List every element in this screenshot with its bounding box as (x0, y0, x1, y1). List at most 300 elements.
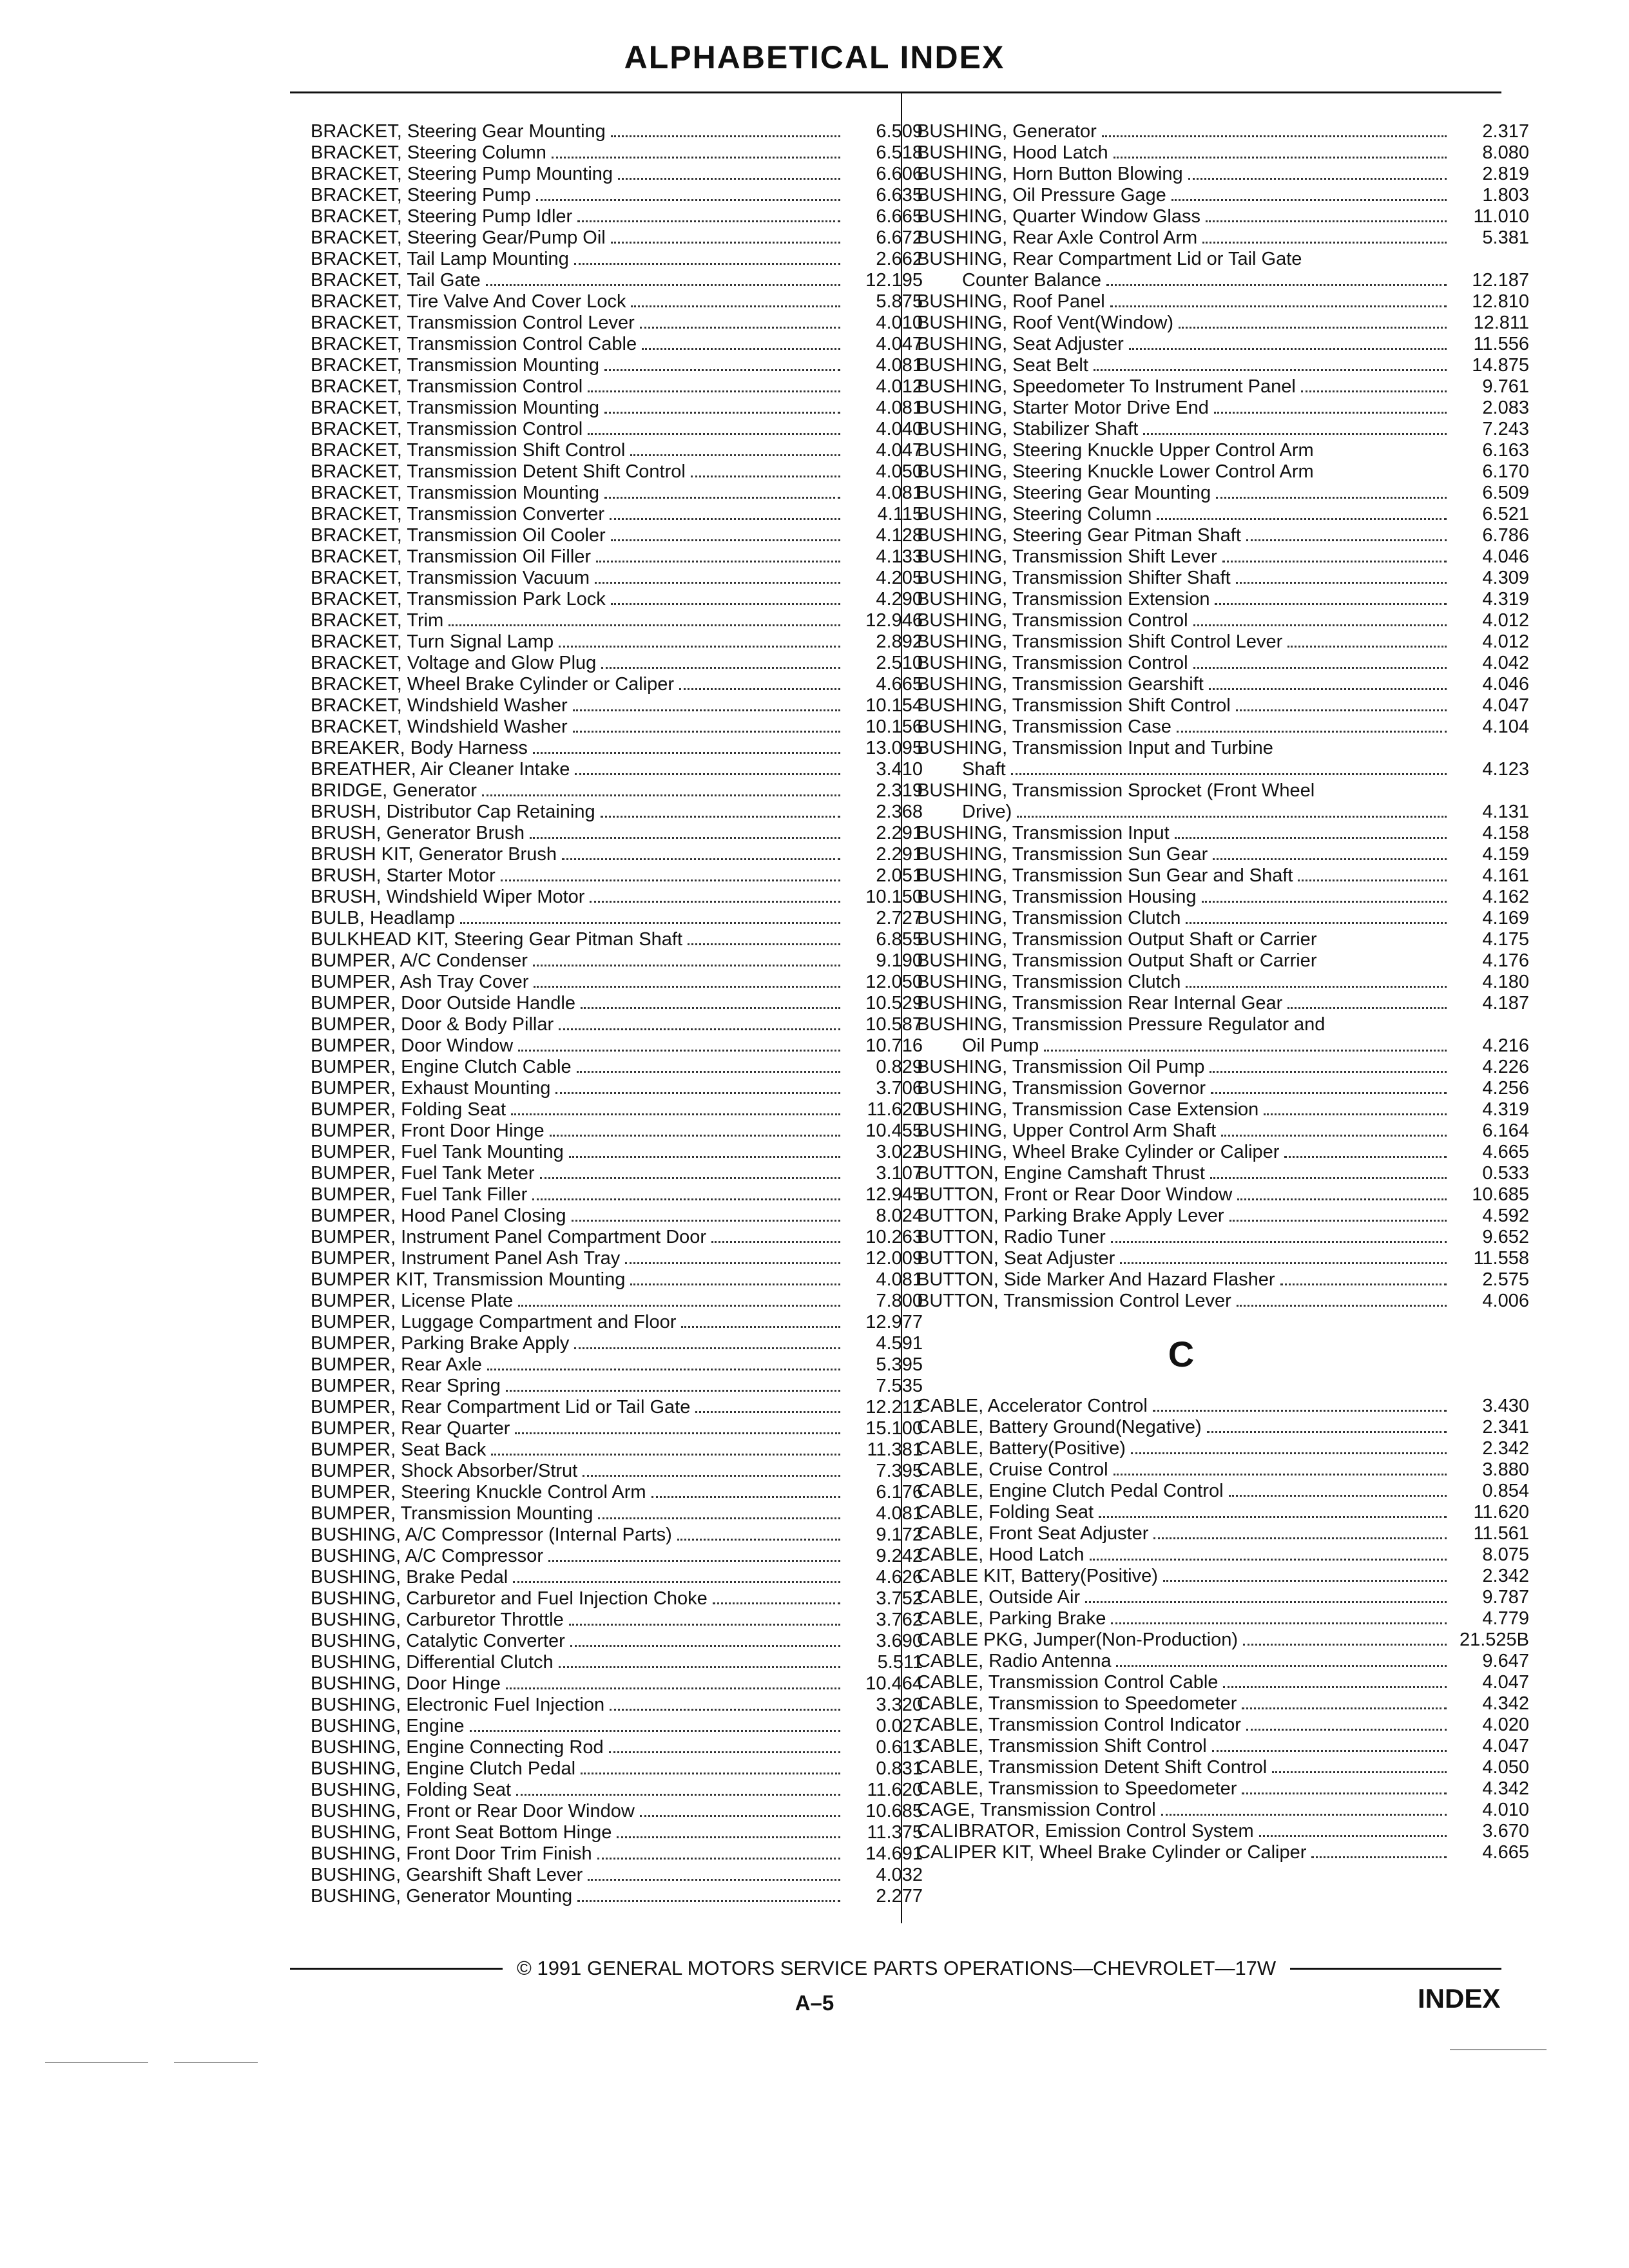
index-entry (311, 780, 923, 802)
entry-page-reference: 4.042 (1482, 653, 1529, 673)
index-entry (917, 1481, 1529, 1502)
copyright-text: © 1991 GENERAL MOTORS SERVICE PARTS OPERATIONS—CHEVROLET—17W (517, 1957, 1277, 1979)
entry-label: BUSHING, Transmission Housing (917, 887, 1197, 907)
entry-page-reference: 10.685 (1472, 1184, 1529, 1205)
entry-page-reference: 4.342 (1482, 1778, 1529, 1799)
entry-label: BUMPER, Front Door Hinge (311, 1120, 545, 1141)
entry-page-reference: 4.012 (876, 376, 923, 397)
index-entry (917, 121, 1529, 142)
entry-page-reference: 6.509 (1482, 483, 1529, 503)
entry-page-reference: 4.047 (1482, 1672, 1529, 1693)
entry-label: BUSHING, Transmission Oil Pump (917, 1057, 1205, 1077)
entry-label: BUMPER, Engine Clutch Cable (311, 1057, 572, 1077)
entry-label: BUMPER, Rear Compartment Lid or Tail Gate (311, 1397, 691, 1418)
entry-label: BUMPER, Instrument Panel Compartment Door (311, 1227, 707, 1247)
footer-rule-left (290, 1968, 503, 1970)
entry-label: CAGE, Transmission Control (917, 1800, 1156, 1820)
entry-page-reference: 4.205 (876, 568, 923, 588)
entry-label: BUSHING, Horn Button Blowing (917, 164, 1183, 184)
index-entry (311, 206, 923, 227)
index-entry (311, 355, 923, 376)
dot-leader (577, 1900, 840, 1902)
entry-label: BUMPER, Door Outside Handle (311, 993, 575, 1014)
dot-leader (588, 1879, 840, 1881)
dot-leader (604, 412, 840, 414)
entry-label: CABLE, Folding Seat (917, 1502, 1094, 1523)
entry-page-reference: 6.606 (876, 164, 923, 184)
index-entry (311, 142, 923, 164)
entry-page-reference: 0.027 (876, 1716, 923, 1736)
dot-leader (1209, 688, 1447, 690)
dot-leader (559, 1028, 840, 1030)
entry-page-reference: 11.620 (1473, 1502, 1529, 1523)
entry-label: BUTTON, Seat Adjuster (917, 1248, 1115, 1269)
index-entry (917, 1715, 1529, 1736)
section-label: INDEX (1418, 1983, 1501, 2013)
entry-label: BUSHING, Transmission Input (917, 823, 1170, 843)
dot-leader (1202, 242, 1447, 244)
entry-label: BUSHING, Transmission Shift Lever (917, 546, 1217, 567)
index-entry (311, 738, 923, 759)
entry-page-reference: 10.716 (865, 1035, 923, 1056)
dot-leader (1222, 561, 1447, 562)
entry-page-reference: 1.803 (1482, 185, 1529, 206)
entry-label: BUSHING, Stabilizer Shaft (917, 419, 1139, 439)
index-entry (917, 1248, 1529, 1269)
index-entry (917, 674, 1529, 695)
index-entry (917, 1566, 1529, 1587)
index-entry (311, 1269, 923, 1291)
entry-label: BUMPER, License Plate (311, 1291, 514, 1311)
dot-leader (534, 986, 840, 988)
index-entry (311, 716, 923, 738)
entry-page-reference: 0.829 (876, 1057, 923, 1077)
index-entry (311, 1099, 923, 1120)
entry-page-reference: 12.946 (865, 610, 923, 631)
index-entry (917, 887, 1529, 908)
entry-page-reference: 2.342 (1482, 1566, 1529, 1586)
entry-label: BUMPER, Shock Absorber/Strut (311, 1461, 578, 1481)
index-entry (311, 1248, 923, 1269)
index-entry (311, 1184, 923, 1206)
entry-label: BUMPER, Hood Panel Closing (311, 1206, 566, 1226)
entry-label: BUMPER, Seat Back (311, 1439, 487, 1460)
entry-page-reference: 12.810 (1472, 291, 1529, 312)
index-entry (311, 1014, 923, 1035)
index-entry (917, 546, 1529, 568)
entry-page-reference: 3.410 (876, 759, 923, 780)
entry-page-reference: 4.216 (1482, 1035, 1529, 1056)
index-entry (917, 823, 1529, 844)
index-entry (917, 1629, 1529, 1651)
entry-page-reference: 4.131 (1482, 802, 1529, 822)
entry-label: BUSHING, Transmission Shifter Shaft (917, 568, 1231, 588)
entry-page-reference: 3.880 (1482, 1459, 1529, 1480)
dot-leader (1287, 646, 1447, 648)
index-entry (311, 1354, 923, 1376)
entry-label: CABLE, Battery(Positive) (917, 1438, 1126, 1459)
index-entry (917, 1099, 1529, 1120)
entry-page-reference: 6.170 (1482, 461, 1529, 482)
index-entry (917, 1778, 1529, 1800)
entry-page-reference: 2.319 (876, 780, 923, 801)
entry-label: BUSHING, Differential Clutch (311, 1652, 554, 1673)
dot-leader (1206, 220, 1447, 222)
index-entry (311, 1610, 923, 1631)
entry-page-reference: 4.046 (1482, 546, 1529, 567)
index-entry (917, 631, 1529, 653)
dot-leader (631, 305, 840, 307)
entry-page-reference: 3.430 (1482, 1396, 1529, 1416)
entry-label: BUMPER, Instrument Panel Ash Tray (311, 1248, 621, 1269)
dot-leader (1215, 603, 1447, 605)
entry-label: BUSHING, Rear Compartment Lid or Tail Gate (917, 249, 1302, 269)
entry-label: BUSHING, Roof Panel (917, 291, 1105, 312)
entry-label: BUSHING, Transmission Rear Internal Gear (917, 993, 1283, 1014)
entry-label: Oil Pump (962, 1035, 1039, 1056)
entry-label: Counter Balance (962, 270, 1102, 291)
entry-page-reference: 6.855 (876, 929, 923, 950)
index-entry (311, 631, 923, 653)
right-column-c-entries (917, 1396, 1529, 1863)
entry-page-reference: 4.046 (1482, 674, 1529, 695)
entry-label: BUSHING, Transmission Gearshift (917, 674, 1204, 695)
entry-page-reference: 7.395 (876, 1461, 923, 1481)
index-entry (917, 376, 1529, 398)
dot-leader (617, 1836, 840, 1838)
entry-page-reference: 4.020 (1482, 1715, 1529, 1735)
entry-page-reference: 4.290 (876, 589, 923, 610)
index-entry (917, 1821, 1529, 1842)
index-entry (917, 738, 1529, 759)
entry-label: BUSHING, Steering Column (917, 504, 1152, 524)
entry-page-reference: 0.613 (876, 1737, 923, 1758)
index-entry (311, 483, 923, 504)
index-entry (311, 759, 923, 780)
entry-label: BUSHING, Transmission Sun Gear (917, 844, 1208, 865)
dot-leader (625, 1262, 840, 1264)
entry-label: BUMPER, Rear Axle (311, 1354, 482, 1375)
dot-leader (1111, 1622, 1447, 1624)
dot-leader (1214, 412, 1447, 414)
entry-label: CABLE, Transmission Shift Control (917, 1736, 1207, 1756)
entry-label: CABLE, Transmission to Speedometer (917, 1778, 1237, 1799)
entry-page-reference: 2.662 (876, 249, 923, 269)
entry-label: BUMPER, Steering Knuckle Control Arm (311, 1482, 646, 1503)
entry-label: BUSHING, Transmission Shift Control Lever (917, 631, 1283, 652)
entry-label: BRACKET, Steering Pump (311, 185, 531, 206)
entry-page-reference: 10.156 (865, 716, 923, 737)
entry-label: BRACKET, Steering Pump Mounting (311, 164, 613, 184)
right-index-column (917, 121, 1529, 1863)
entry-page-reference: 4.006 (1482, 1291, 1529, 1311)
entry-page-reference: 2.342 (1482, 1438, 1529, 1459)
entry-label: BUMPER, Fuel Tank Meter (311, 1163, 535, 1184)
entry-page-reference: 4.050 (876, 461, 923, 482)
index-entry (311, 972, 923, 993)
index-entry (917, 312, 1529, 334)
entry-page-reference: 6.509 (876, 121, 923, 142)
entry-label: Shaft (962, 759, 1006, 780)
entry-label: BUTTON, Transmission Control Lever (917, 1291, 1231, 1311)
entry-label: CABLE, Engine Clutch Pedal Control (917, 1481, 1224, 1501)
page-title: ALPHABETICAL INDEX (624, 39, 1005, 75)
dot-leader (1113, 157, 1447, 159)
entry-page-reference: 9.652 (1482, 1227, 1529, 1247)
entry-label: BUSHING, Transmission Clutch (917, 908, 1181, 928)
dot-leader (1153, 1410, 1447, 1412)
entry-label: BUSHING, Generator Mounting (311, 1886, 573, 1907)
entry-label: BUSHING, Transmission Pressure Regulator and (917, 1014, 1325, 1035)
dot-leader (1099, 1516, 1447, 1518)
dot-leader (1110, 305, 1447, 307)
dot-leader (448, 624, 840, 626)
entry-label: BUSHING, Transmission Extension (917, 589, 1210, 610)
index-entry (311, 1163, 923, 1184)
entry-label: BRACKET, Transmission Oil Cooler (311, 525, 606, 546)
entry-label: BULB, Headlamp (311, 908, 456, 928)
entry-page-reference: 10.464 (865, 1673, 923, 1694)
scan-smudge (1450, 2049, 1547, 2050)
entry-label: BRUSH, Starter Motor (311, 865, 496, 886)
index-entry (917, 419, 1529, 440)
entry-page-reference: 12.945 (865, 1184, 923, 1205)
entry-page-reference: 12.050 (865, 972, 923, 992)
index-entry (311, 164, 923, 185)
dot-leader (1161, 1814, 1447, 1816)
entry-label: BUSHING, Transmission Shift Control (917, 695, 1231, 716)
index-entry (311, 1142, 923, 1163)
entry-page-reference: 10.529 (865, 993, 923, 1014)
entry-page-reference: 3.320 (876, 1695, 923, 1715)
entry-page-reference: 4.050 (1482, 1757, 1529, 1778)
dot-leader (518, 1305, 840, 1307)
dot-leader (1221, 1135, 1447, 1137)
entry-label: CABLE, Transmission Control Cable (917, 1672, 1219, 1693)
entry-page-reference: 11.561 (1473, 1523, 1529, 1544)
dot-leader (581, 1773, 840, 1774)
entry-label: BUMPER, Fuel Tank Mounting (311, 1142, 564, 1162)
dot-leader (1202, 901, 1447, 903)
dot-leader (1301, 390, 1447, 392)
entry-page-reference: 3.022 (876, 1142, 923, 1162)
entry-label: BUSHING, Front Door Trim Finish (311, 1843, 592, 1864)
entry-label: BUMPER, A/C Condenser (311, 950, 528, 971)
entry-page-reference: 4.342 (1482, 1693, 1529, 1714)
dot-leader (506, 1687, 840, 1689)
dot-leader (1193, 624, 1447, 626)
index-entry (917, 142, 1529, 164)
entry-page-reference: 11.375 (867, 1822, 923, 1843)
dot-leader (1090, 1559, 1447, 1561)
entry-page-reference: 2.819 (1482, 164, 1529, 184)
entry-page-reference: 4.115 (877, 504, 923, 524)
entry-label: BUSHING, Catalytic Converter (311, 1631, 565, 1651)
entry-label: BUSHING, Transmission Input and Turbine (917, 738, 1273, 758)
dot-leader (609, 1751, 840, 1753)
dot-leader (1242, 1707, 1447, 1709)
index-entry (917, 972, 1529, 993)
entry-page-reference: 4.180 (1482, 972, 1529, 992)
dot-leader (1193, 667, 1447, 669)
index-entry (917, 1057, 1529, 1078)
entry-label: BRACKET, Steering Gear/Pump Oil (311, 227, 606, 248)
dot-leader (1116, 1665, 1447, 1667)
entry-label: BUSHING, Steering Knuckle Lower Control Arm (917, 461, 1314, 482)
entry-label: BUSHING, Transmission Case (917, 716, 1171, 737)
entry-page-reference: 4.319 (1482, 1099, 1529, 1120)
scan-smudge (45, 2062, 148, 2063)
index-entry (917, 695, 1529, 716)
index-entry (917, 483, 1529, 504)
entry-label: BREATHER, Air Cleaner Intake (311, 759, 570, 780)
dot-leader (1186, 986, 1447, 988)
entry-page-reference: 4.169 (1482, 908, 1529, 928)
entry-label: BRACKET, Transmission Control (311, 376, 583, 397)
dot-leader (1210, 1071, 1447, 1073)
index-entry (917, 929, 1529, 950)
index-entry (311, 1227, 923, 1248)
entry-label: BRACKET, Transmission Control Cable (311, 334, 637, 354)
entry-page-reference: 21.525B (1459, 1629, 1529, 1650)
index-entry (311, 185, 923, 206)
dot-leader (569, 1156, 840, 1158)
index-entry (917, 993, 1529, 1014)
entry-label: CALIBRATOR, Emission Control System (917, 1821, 1254, 1841)
dot-leader (1211, 1092, 1447, 1094)
entry-label: BRACKET, Transmission Mounting (311, 355, 600, 376)
index-entry (311, 1057, 923, 1078)
index-entry (917, 1587, 1529, 1608)
entry-label: BUMPER, Transmission Mounting (311, 1503, 593, 1524)
index-entry (311, 1567, 923, 1588)
entry-label: BUSHING, Generator (917, 121, 1097, 142)
index-entry (917, 1078, 1529, 1099)
index-entry (917, 440, 1529, 461)
entry-page-reference: 4.158 (1482, 823, 1529, 843)
entry-label: BUSHING, Steering Gear Pitman Shaft (917, 525, 1241, 546)
index-entry (311, 398, 923, 419)
dot-leader (552, 157, 840, 159)
entry-page-reference: 4.010 (1482, 1800, 1529, 1820)
entry-label: BUSHING, Roof Vent(Window) (917, 312, 1174, 333)
page-number: A–5 (795, 1991, 834, 2015)
dot-leader (548, 1560, 840, 1562)
index-entry (917, 780, 1529, 802)
dot-leader (1179, 327, 1447, 329)
index-entry (311, 568, 923, 589)
dot-leader (1157, 518, 1447, 520)
entry-label: BUSHING, Hood Latch (917, 142, 1108, 163)
entry-page-reference: 4.123 (1482, 759, 1529, 780)
entry-label: CABLE PKG, Jumper(Non-Production) (917, 1629, 1239, 1650)
entry-page-reference: 10.154 (865, 695, 923, 716)
left-index-column (311, 121, 923, 1907)
index-entry (311, 376, 923, 398)
entry-label: CABLE, Front Seat Adjuster (917, 1523, 1149, 1544)
entry-page-reference: 6.176 (876, 1482, 923, 1503)
dot-leader (1287, 1007, 1447, 1009)
index-entry (311, 929, 923, 950)
entry-page-reference: 12.195 (865, 270, 923, 291)
entry-page-reference: 4.309 (1482, 568, 1529, 588)
entry-label: BRACKET, Tail Gate (311, 270, 481, 291)
entry-label: BUSHING, A/C Compressor (Internal Parts) (311, 1524, 672, 1545)
entry-label: BRUSH, Distributor Cap Retaining (311, 802, 595, 822)
section-letter-heading: C (1168, 1333, 1195, 1374)
dot-leader (1243, 1644, 1447, 1646)
entry-page-reference: 6.672 (876, 227, 923, 248)
dot-leader (640, 1815, 840, 1817)
index-entry (311, 1524, 923, 1546)
entry-label: BUSHING, Wheel Brake Cylinder or Caliper (917, 1142, 1280, 1162)
dot-leader (681, 1326, 840, 1328)
index-entry (311, 1886, 923, 1907)
index-entry (917, 950, 1529, 972)
entry-label: BRACKET, Steering Pump Idler (311, 206, 573, 227)
entry-page-reference: 2.510 (876, 653, 923, 673)
dot-leader (611, 539, 840, 541)
entry-page-reference: 0.854 (1482, 1481, 1529, 1501)
entry-page-reference: 4.047 (876, 334, 923, 354)
dot-leader (530, 837, 840, 839)
entry-page-reference: 6.635 (876, 185, 923, 206)
dot-leader (532, 1198, 840, 1200)
entry-page-reference: 0.831 (876, 1758, 923, 1779)
entry-page-reference: 4.081 (876, 1269, 923, 1290)
entry-page-reference: 12.009 (865, 1248, 923, 1269)
entry-label: BRACKET, Transmission Mounting (311, 398, 600, 418)
entry-page-reference: 11.556 (1473, 334, 1529, 354)
index-entry (311, 695, 923, 716)
entry-page-reference: 4.128 (876, 525, 923, 546)
dot-leader (1188, 178, 1447, 180)
dot-leader (1120, 1262, 1447, 1264)
index-entry (311, 1035, 923, 1057)
entry-page-reference: 2.277 (876, 1886, 923, 1907)
index-entry (917, 1672, 1529, 1693)
entry-label: BRACKET, Transmission Vacuum (311, 568, 590, 588)
dot-leader (1129, 348, 1447, 350)
index-entry (311, 461, 923, 483)
dot-leader (610, 1709, 840, 1711)
index-entry (311, 1333, 923, 1354)
entry-page-reference: 4.104 (1482, 716, 1529, 737)
entry-page-reference: 6.518 (876, 142, 923, 163)
dot-leader (1143, 433, 1447, 435)
index-entry (311, 653, 923, 674)
index-entry (917, 227, 1529, 249)
index-entry (311, 1291, 923, 1312)
dot-leader (470, 1730, 840, 1732)
entry-page-reference: 3.752 (876, 1588, 923, 1609)
entry-page-reference: 3.706 (876, 1078, 923, 1099)
entry-page-reference: 12.977 (865, 1312, 923, 1332)
entry-page-reference: 2.291 (876, 844, 923, 865)
index-entry (917, 1184, 1529, 1206)
entry-label: BUTTON, Radio Tuner (917, 1227, 1106, 1247)
entry-label: BUSHING, Steering Gear Mounting (917, 483, 1211, 503)
dot-leader (596, 561, 840, 562)
index-entry (311, 1312, 923, 1333)
dot-leader (604, 497, 840, 499)
dot-leader (1236, 709, 1447, 711)
index-entry (917, 1417, 1529, 1438)
index-entry (917, 206, 1529, 227)
entry-label: BRACKET, Transmission Shift Control (311, 440, 626, 461)
entry-page-reference: 4.081 (876, 398, 923, 418)
dot-leader (1044, 1050, 1447, 1052)
